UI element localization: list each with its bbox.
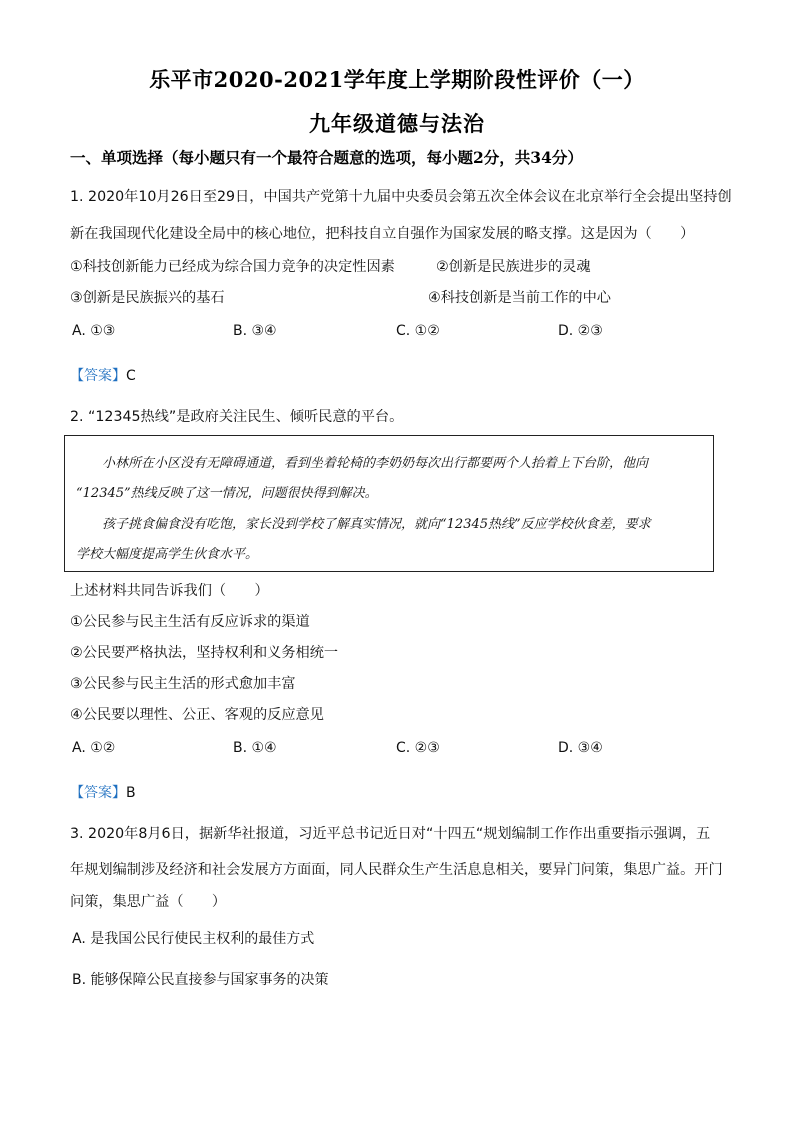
q1-item-1: ①科技创新能力已经成为综合国力竞争的决定性因素 bbox=[70, 259, 395, 275]
q2-item-3: ③公民参与民主生活的形式愈加丰富 bbox=[70, 676, 296, 692]
q1-item-3: ③创新是民族振兴的基石 bbox=[70, 290, 225, 306]
q1-stem-line2: 新在我国现代化建设全局中的核心地位，把科技自立自强作为国家发展的略支撑。这是因为（ ） bbox=[70, 226, 695, 242]
material-line4: 学校大幅度提高学生伙食水平。 bbox=[76, 547, 259, 562]
q1-item-4: ④科技创新是当前工作的中心 bbox=[428, 290, 611, 306]
q1-option-c: C. ①② bbox=[396, 323, 440, 339]
exam-title: 乐平市2020-2021学年度上学期阶段性评价（一） bbox=[149, 67, 645, 92]
material-line2: “12345”热线反映了这一情况，问题很快得到解决。 bbox=[76, 486, 378, 501]
q3-stem-line3: 问策，集思广益（ ） bbox=[70, 894, 227, 910]
q2-option-b: B. ①④ bbox=[233, 740, 277, 756]
answer-value: C bbox=[126, 368, 136, 384]
q1-option-d: D. ②③ bbox=[558, 323, 603, 339]
exam-subject: 九年级道德与法治 bbox=[309, 111, 485, 136]
q1-answer bbox=[70, 365, 136, 385]
q2-stem: 2. “12345热线”是政府关注民生、倾听民意的平台。 bbox=[70, 409, 404, 425]
q1-option-b: B. ③④ bbox=[233, 323, 277, 339]
q2-answer bbox=[70, 782, 136, 802]
q1-option-a: A. ①③ bbox=[72, 323, 116, 339]
q3-option-a: A. 是我国公民行使民主权利的最佳方式 bbox=[72, 931, 315, 947]
answer-value: B bbox=[126, 785, 136, 801]
material-line3: 孩子挑食偏食没有吃饱，家长没到学校了解真实情况，就向“12345热线”反应学校伙食差，要求 bbox=[102, 517, 651, 532]
answer-tag: 【答案】 bbox=[70, 785, 126, 801]
section-heading: 一、单项选择（每小题只有一个最符合题意的选项，每小题2分，共34分） bbox=[70, 148, 583, 167]
q1-item-2: ②创新是民族进步的灵魂 bbox=[436, 259, 591, 275]
q2-option-a: A. ①② bbox=[72, 740, 116, 756]
q2-item-2: ②公民要严格执法，坚持权利和义务相统一 bbox=[70, 645, 339, 661]
answer-tag: 【答案】 bbox=[70, 368, 126, 384]
q1-stem-line1: 1. 2020年10月26日至29日，中国共产党第十九届中央委员会第五次全体会议在北京举行全会提出坚持创 bbox=[70, 189, 732, 205]
q2-question: 上述材料共同告诉我们（ ） bbox=[70, 583, 269, 599]
q2-option-d: D. ③④ bbox=[558, 740, 603, 756]
q2-option-c: C. ②③ bbox=[396, 740, 440, 756]
q2-item-4: ④公民要以理性、公正、客观的反应意见 bbox=[70, 707, 324, 723]
q3-stem-line2: 年规划编制涉及经济和社会发展方方面面，同人民群众生产生活息息相关，要异门问策，集思广益。开门 bbox=[70, 862, 723, 878]
q2-item-1: ①公民参与民主生活有反应诉求的渠道 bbox=[70, 614, 310, 630]
q3-option-b: B. 能够保障公民直接参与国家事务的决策 bbox=[72, 972, 329, 988]
q3-stem-line1: 3. 2020年8月6日，据新华社报道，习近平总书记近日对“十四五“规划编制工作作出重要指示强调，五 bbox=[70, 826, 711, 842]
material-line1: 小林所在小区没有无障碍通道，看到坐着轮椅的李奶奶每次出行都要两个人抬着上下台阶，他向 bbox=[102, 456, 649, 471]
